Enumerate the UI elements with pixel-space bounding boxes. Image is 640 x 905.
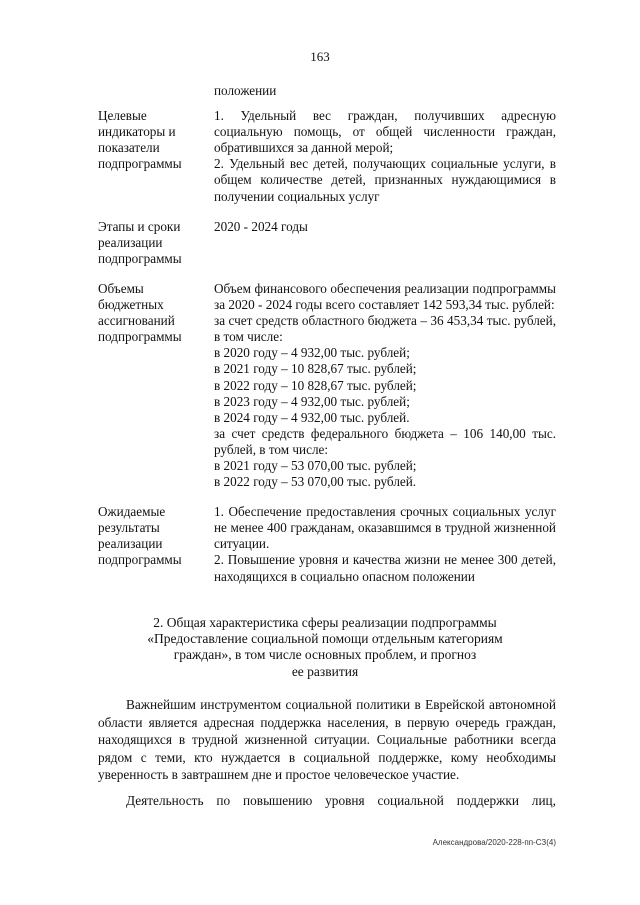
- funding-year-line: в 2022 году – 10 828,67 тыс. рублей;: [214, 377, 417, 393]
- row-label-line: бюджетных: [98, 297, 164, 313]
- body-paragraph: Важнейшим инструментом социальной политики в Еврейской автономной области является адресная поддержка населения, в первую очередь граждан, находящихся в трудной жизненной ситуации. Социальные работники всегда рядом с теми, кто нуждается в социальной поддержке, кому необходимы уверенность в завтрашнем дне и простое человеческое участие.: [98, 697, 556, 783]
- row-label-line: подпрограммы: [98, 329, 182, 345]
- row-label-line: Объемы: [98, 280, 144, 296]
- row-content: [214, 108, 556, 205]
- row-content: [214, 83, 556, 99]
- subprogram-passport-table: [98, 83, 556, 585]
- section-heading-line: «Предоставление социальной помощи отдельным категориям: [147, 631, 503, 647]
- row-label-line: результаты: [98, 520, 160, 536]
- row-label: [98, 281, 214, 490]
- passport-row-stages: [98, 219, 556, 267]
- section-heading-line: граждан», в том числе основных проблем, и прогноз: [173, 647, 477, 663]
- funding-regional: за счет средств областного бюджета – 36 453,34 тыс. рублей, в том числе:: [214, 313, 556, 345]
- page-number: 163: [310, 49, 330, 64]
- row-label-line: ассигнований: [98, 313, 175, 329]
- funding-year-line: в 2023 году – 4 932,00 тыс. рублей;: [214, 393, 410, 409]
- passport-row-budget-volumes: [98, 281, 556, 490]
- row-label-line: показатели: [98, 140, 160, 156]
- passport-row-indicators: [98, 108, 556, 205]
- section-heading-line: ее развития: [291, 663, 359, 679]
- status-continuation-text: положении: [214, 83, 277, 98]
- row-content: [214, 281, 556, 490]
- row-label-line: реализации: [98, 536, 163, 552]
- row-content: [214, 504, 556, 584]
- document-reference-code: Александрова/2020-228-пп-СЗ(4): [432, 838, 556, 847]
- section-heading: [110, 615, 540, 680]
- row-label-line: подпрограммы: [98, 552, 182, 568]
- funding-total: Объем финансового обеспечения реализации подпрограммы за 2020 - 2024 годы всего составляет 142 593,34 тыс. рублей:: [214, 280, 556, 313]
- funding-federal: за счет средств федерального бюджета – 106 140,00 тыс. рублей, в том числе:: [214, 425, 556, 457]
- funding-year-line: в 2021 году – 10 828,67 тыс. рублей;: [214, 361, 417, 377]
- expected-result-1: 1. Обеспечение предоставления срочных социальных услуг не менее 400 гражданам, оказавшимся в трудной жизненной ситуации.: [214, 504, 556, 552]
- passport-row-status-continuation: [98, 83, 556, 99]
- funding-year-line: в 2021 году – 53 070,00 тыс. рублей;: [214, 457, 417, 473]
- funding-year-line: в 2022 году – 53 070,00 тыс. рублей.: [214, 474, 417, 490]
- row-label: [98, 108, 214, 205]
- passport-row-expected-results: [98, 504, 556, 584]
- funding-year-line: в 2024 году – 4 932,00 тыс. рублей.: [214, 409, 410, 425]
- row-label-line: Ожидаемые: [98, 504, 166, 520]
- row-label-line: Целевые: [98, 108, 147, 124]
- row-label-line: подпрограммы: [98, 156, 182, 172]
- indicator-1: 1. Удельный вес граждан, получивших адресную социальную помощь, от общей численности граждан, обратившихся за данной мерой;: [214, 108, 556, 156]
- row-label: [98, 219, 214, 267]
- row-label: [98, 504, 214, 584]
- row-label-line: подпрограммы: [98, 250, 182, 266]
- row-label-line: реализации: [98, 234, 163, 250]
- row-label-line: индикаторы и: [98, 124, 176, 140]
- row-content: [214, 219, 556, 267]
- stages-period: 2020 - 2024 годы: [214, 218, 308, 234]
- body-paragraph: Деятельность по повышению уровня социальной поддержки лиц,: [126, 793, 556, 808]
- row-label-empty: [98, 83, 214, 99]
- row-label-line: Этапы и сроки: [98, 218, 181, 234]
- funding-year-line: в 2020 году – 4 932,00 тыс. рублей;: [214, 345, 410, 361]
- section-heading-line: 2. Общая характеристика сферы реализации подпрограммы: [153, 615, 497, 630]
- expected-result-2: 2. Повышение уровня и качества жизни не менее 300 детей, находящихся в социально опасном положении: [214, 552, 556, 584]
- indicator-2: 2. Удельный вес детей, получающих социальные услуги, в общем количестве детей, признанных нуждающимися в получении социальных услуг: [214, 156, 556, 204]
